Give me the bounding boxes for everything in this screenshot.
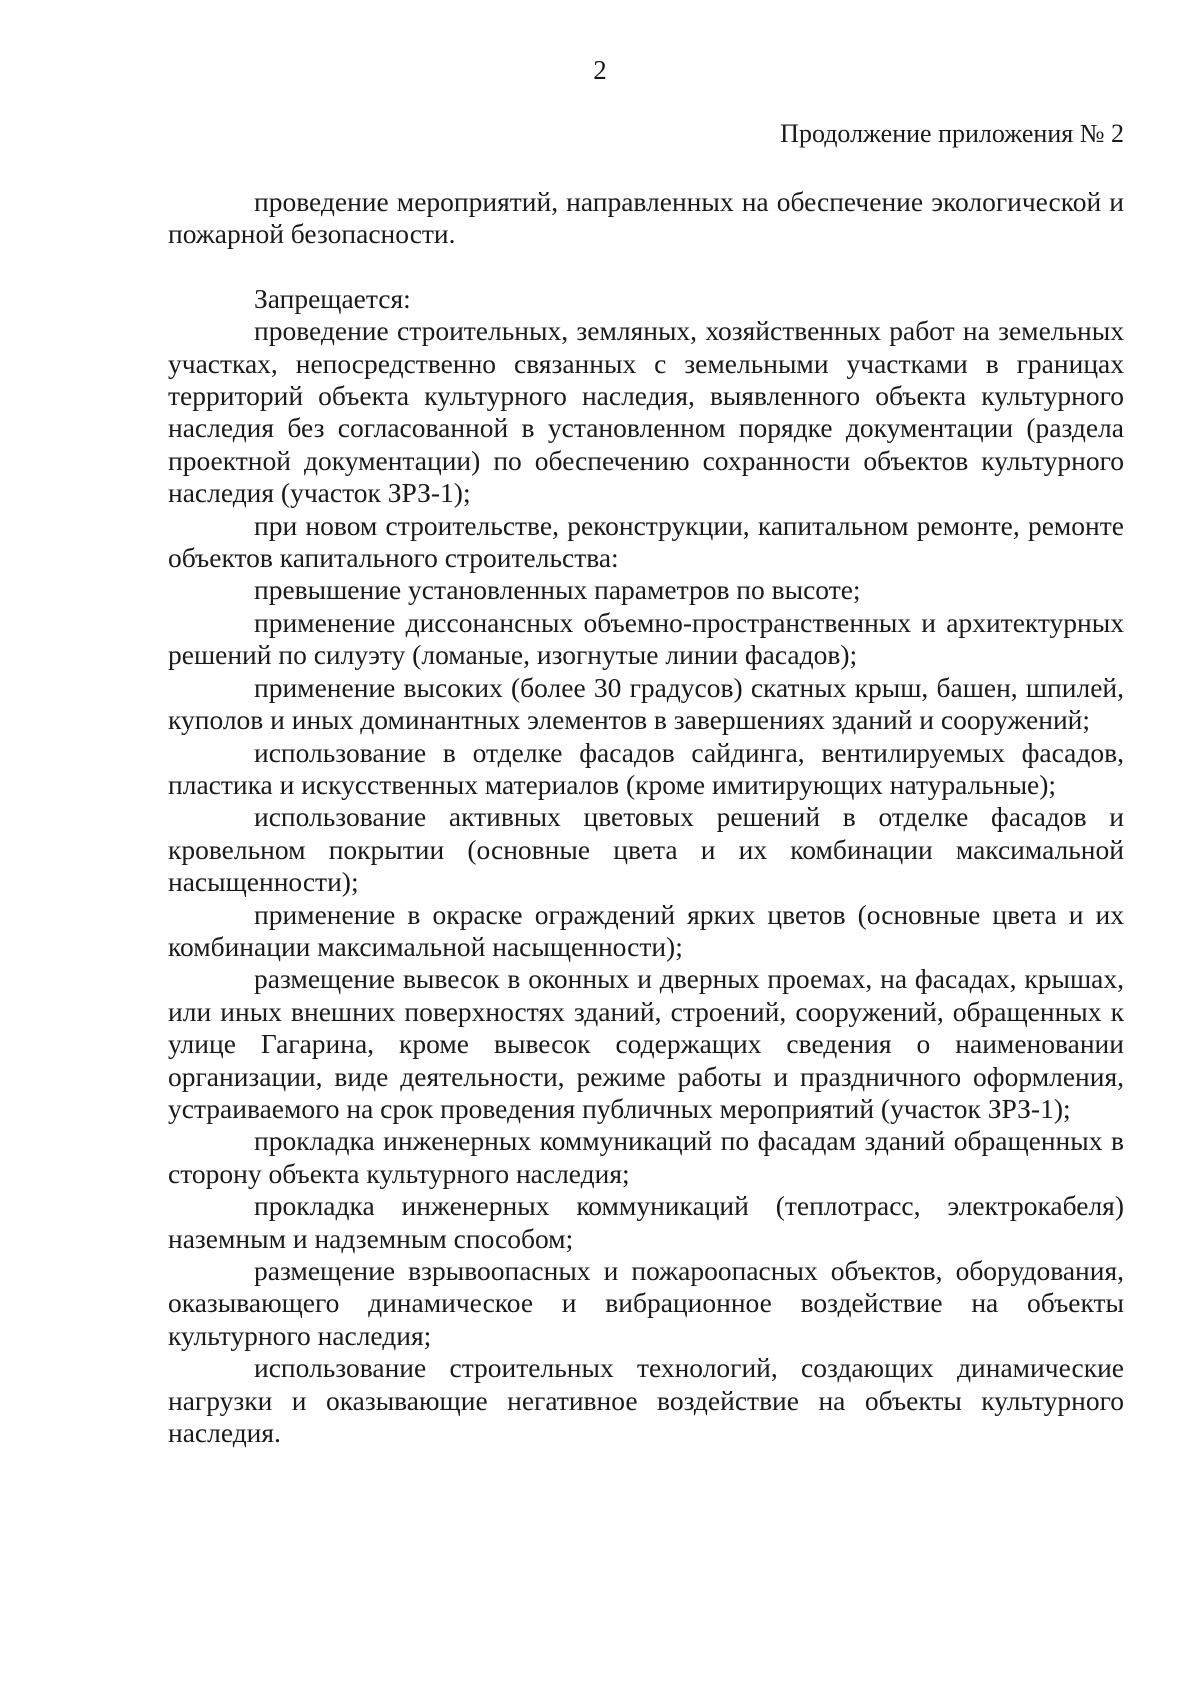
document-body bbox=[168, 186, 1124, 1449]
prohibited-item-7: использование активных цветовых решений в отделке фасадов и кровельном покрытии (основные цвета и их комбинации максимальной насыщенности); bbox=[168, 801, 1124, 898]
prohibited-item-11: прокладка инженерных коммуникаций (теплотрасс, электрокабеля) наземным и надземным способом; bbox=[168, 1190, 1124, 1254]
prohibited-item-6: использование в отделке фасадов сайдинга, вентилируемых фасадов, пластика и искусственных материалов (кроме имитирующих натуральные); bbox=[168, 736, 1124, 800]
paragraph-gap bbox=[168, 251, 1124, 283]
appendix-note: Продолжение приложения № 2 bbox=[780, 119, 1124, 148]
prohibited-item-3: превышение установленных параметров по высоте; bbox=[254, 574, 861, 606]
prohibited-item-13: использование строительных технологий, создающих динамические нагрузки и оказывающие негативное воздействие на объекты культурного наследия. bbox=[168, 1352, 1124, 1449]
prohibited-item-9: размещение вывесок в оконных и дверных проемах, на фасадах, крышах, или иных внешних поверхностях зданий, строений, сооружений, обращенных к улице Гагарина, кроме вывесок содержащих сведения о наименовании организации, виде деятельности, режиме работы и праздничного оформления, устраиваемого на срок проведения публичных мероприятий (участок ЗРЗ-1); bbox=[168, 963, 1124, 1124]
prohibited-item-10: прокладка инженерных коммуникаций по фасадам зданий обращенных в сторону объекта культурного наследия; bbox=[168, 1125, 1124, 1189]
prohibited-heading: Запрещается: bbox=[254, 282, 411, 314]
prohibited-item-4: применение диссонансных объемно-пространственных и архитектурных решений по силуэту (ломаные, изогнутые линии фасадов); bbox=[168, 606, 1124, 671]
prohibited-item-12: размещение взрывоопасных и пожароопасных объектов, оборудования, оказывающего динамическое и вибрационное воздействие на объекты культурного наследия; bbox=[168, 1255, 1124, 1351]
prohibited-item-1: проведение строительных, земляных, хозяйственных работ на земельных участках, непосредственно связанных с земельными участками в границах территорий объекта культурного наследия, выявленного объекта культурного наследия без согласованной в установленном порядке документации (раздела проектной документации) по обеспечению сохранности объектов культурного наследия (участок ЗРЗ-1); bbox=[168, 315, 1124, 509]
prohibited-item-2: при новом строительстве, реконструкции, капитальном ремонте, ремонте объектов капитального строительства: bbox=[168, 509, 1124, 574]
prohibited-item-5: применение высоких (более 30 градусов) скатных крыш, башен, шпилей, куполов и иных доминантных элементов в завершениях зданий и сооружений; bbox=[168, 671, 1124, 736]
intro-paragraph: проведение мероприятий, направленных на обеспечение экологической и пожарной безопасности. bbox=[168, 186, 1124, 250]
prohibited-item-8: применение в окраске ограждений ярких цветов (основные цвета и их комбинации максимальной насыщенности); bbox=[168, 898, 1124, 962]
page-number: 2 bbox=[593, 55, 607, 85]
